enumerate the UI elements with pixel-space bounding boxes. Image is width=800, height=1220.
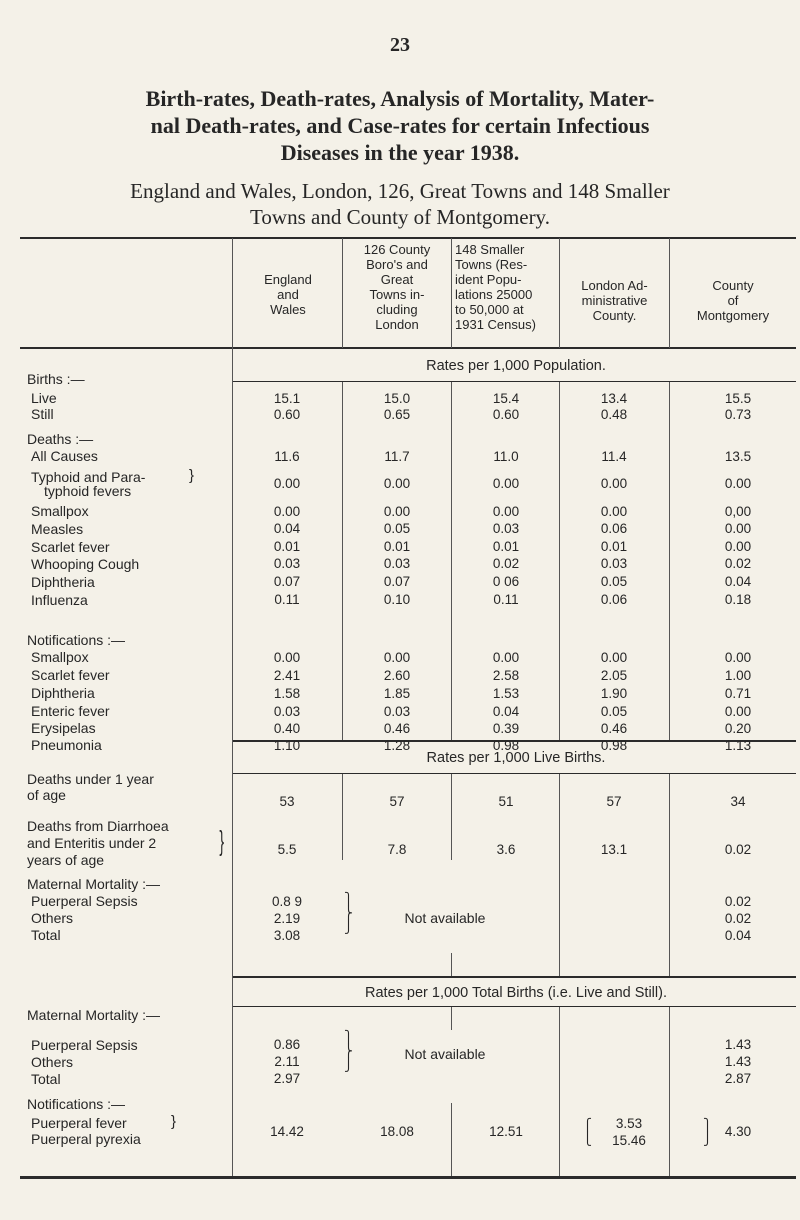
cell-typhoid-col-3: 0.00 xyxy=(492,476,520,491)
cell-pneumonia-col-4: 0.98 xyxy=(600,738,628,753)
row-label-others: Others xyxy=(31,910,74,926)
cell-others-1-col-5: 0.02 xyxy=(724,911,752,926)
cell-under1-col-3: 51 xyxy=(498,794,514,809)
cell-measles-col-4: 0.06 xyxy=(600,521,628,536)
cell-influenza-col-1: 0.11 xyxy=(274,592,300,607)
cell-all-causes-col-5: 13.5 xyxy=(724,449,752,464)
row-label-scarlet-notif: Scarlet fever xyxy=(31,667,110,683)
cell-puerperal-sepsis-1-col-5: 0.02 xyxy=(724,894,752,909)
cell-smallpox-n-col-5: 0.00 xyxy=(724,650,752,665)
row-label-typhoid-2: typhoid fevers xyxy=(44,483,132,499)
brace: ⎫ ⎬ ⎭ xyxy=(344,1030,353,1072)
not-available-note: Not available xyxy=(404,1046,486,1062)
row-label-measles: Measles xyxy=(31,521,84,537)
cell-whooping-col-3: 0.02 xyxy=(492,556,520,571)
cell-diphtheria-n-col-3: 1.53 xyxy=(492,686,520,701)
column-divider xyxy=(669,382,670,740)
cell-scarlet-d-col-2: 0.01 xyxy=(383,539,411,554)
cell-total-1-col-5: 0.04 xyxy=(724,928,752,943)
row-label-notifications-2: Notifications :— xyxy=(27,1096,126,1112)
row-label-births: Births :— xyxy=(27,371,85,387)
rule-below-header xyxy=(20,347,796,349)
cell-whooping-col-5: 0.02 xyxy=(724,556,752,571)
cell-enteric-col-2: 0.03 xyxy=(383,704,411,719)
row-label-all-causes: All Causes xyxy=(31,448,98,464)
cell-smallpox-n-col-2: 0.00 xyxy=(383,650,411,665)
cell-scarlet-d-col-1: 0.01 xyxy=(273,539,301,554)
row-label-influenza: Influenza xyxy=(31,592,88,608)
row-label-diarrhoea-3: years of age xyxy=(27,852,105,868)
cell-measles-col-2: 0.05 xyxy=(383,521,411,536)
cell-smallpox-n-col-3: 0.00 xyxy=(492,650,520,665)
cell-measles-col-3: 0.03 xyxy=(492,521,520,536)
cell-typhoid-col-5: 0.00 xyxy=(724,476,752,491)
cell-enteric-col-5: 0.00 xyxy=(724,704,752,719)
row-label-smallpox-notif: Smallpox xyxy=(31,649,89,665)
rule-bottom xyxy=(20,1176,796,1179)
cell-diphtheria-d-col-3: 0 06 xyxy=(492,574,520,589)
cell-diphtheria-d-col-2: 0.07 xyxy=(383,574,411,589)
row-label-maternal-2: Maternal Mortality :— xyxy=(27,1007,161,1023)
column-divider xyxy=(451,1007,452,1030)
row-label-pneumonia: Pneumonia xyxy=(31,737,102,753)
rule-top xyxy=(20,237,796,239)
cell-erysipelas-col-5: 0.20 xyxy=(724,721,752,736)
row-label-diphtheria-notif: Diphtheria xyxy=(31,685,95,701)
column-header-london: London Ad- ministrative County. xyxy=(581,278,648,323)
row-label-notifications: Notifications :— xyxy=(27,632,126,648)
row-label-typhoid: Typhoid and Para- xyxy=(31,469,146,485)
row-label-erysipelas: Erysipelas xyxy=(31,720,96,736)
brace: ⎧ ⎩ xyxy=(583,1118,592,1146)
row-label-total-2: Total xyxy=(31,1071,61,1087)
cell-smallpox-n-col-4: 0.00 xyxy=(600,650,628,665)
cell-diphtheria-d-col-5: 0.04 xyxy=(724,574,752,589)
cell-diarrhoea-col-4: 13.1 xyxy=(600,842,628,857)
cell-diphtheria-n-col-5: 0.71 xyxy=(724,686,752,701)
cell-all-causes-col-1: 11.6 xyxy=(274,449,300,464)
row-label-puerperal-sepsis: Puerperal Sepsis xyxy=(31,893,138,909)
cell-under1-col-1: 53 xyxy=(279,794,295,809)
column-header-montgomery: County of Montgomery xyxy=(696,278,770,323)
cell-puerperal-fever-col-1: 14.42 xyxy=(270,1124,304,1139)
title-line-3: Diseases in the year 1938. xyxy=(280,140,520,165)
cell-typhoid-col-2: 0.00 xyxy=(383,476,411,491)
section-heading-total-births: Rates per 1,000 Total Births (i.e. Live and Still). xyxy=(365,985,667,1001)
cell-diarrhoea-col-2: 7.8 xyxy=(387,842,407,857)
cell-total-2-col-5: 2.87 xyxy=(724,1071,752,1086)
cell-scarlet-n-col-2: 2.60 xyxy=(383,668,411,683)
rule-section-1 xyxy=(232,381,796,382)
cell-others-1-col-1: 2.19 xyxy=(273,911,301,926)
row-label-deaths: Deaths :— xyxy=(27,431,94,447)
cell-all-causes-col-3: 11.0 xyxy=(493,449,519,464)
cell-diphtheria-n-col-2: 1.85 xyxy=(383,686,411,701)
cell-under1-col-2: 57 xyxy=(389,794,405,809)
cell-still-col-5: 0.73 xyxy=(724,407,752,422)
cell-still-col-3: 0.60 xyxy=(492,407,520,422)
cell-total-1-col-1: 3.08 xyxy=(273,928,301,943)
cell-smallpox-d-col-5: 0,00 xyxy=(724,504,752,519)
row-label-under-1-2: of age xyxy=(27,787,66,803)
cell-puerperal-fever-col-3: 12.51 xyxy=(489,1124,523,1139)
cell-pneumonia-col-2: 1.28 xyxy=(383,738,411,753)
row-label-live: Live xyxy=(31,390,57,406)
cell-smallpox-d-col-3: 0.00 xyxy=(492,504,520,519)
cell-pneumonia-col-3: 0.98 xyxy=(492,738,520,753)
cell-typhoid-col-1: 0.00 xyxy=(273,476,301,491)
cell-scarlet-n-col-3: 2.58 xyxy=(492,668,520,683)
cell-erysipelas-col-4: 0.46 xyxy=(600,721,628,736)
title-line-1: Birth-rates, Death-rates, Analysis of Mortality, Mater- xyxy=(145,86,655,111)
cell-live-col-2: 15.0 xyxy=(383,391,411,406)
cell-enteric-col-4: 0.05 xyxy=(600,704,628,719)
rule-section-2 xyxy=(232,773,796,774)
column-divider xyxy=(451,953,452,976)
cell-scarlet-n-col-5: 1.00 xyxy=(724,668,752,683)
cell-still-col-4: 0.48 xyxy=(600,407,628,422)
subtitle-line-2: Towns and County of Montgomery. xyxy=(250,205,550,229)
row-label-puerperal-sepsis-2: Puerperal Sepsis xyxy=(31,1037,138,1053)
cell-measles-col-5: 0.00 xyxy=(724,521,752,536)
cell-diarrhoea-col-3: 3.6 xyxy=(496,842,516,857)
cell-all-causes-col-2: 11.7 xyxy=(384,449,410,464)
cell-erysipelas-col-1: 0.40 xyxy=(273,721,301,736)
cell-puerperal-sepsis-2-col-5: 1.43 xyxy=(724,1037,752,1052)
cell-influenza-col-4: 0.06 xyxy=(600,592,628,607)
row-label-still: Still xyxy=(31,406,54,422)
subtitle-line-1: England and Wales, London, 126, Great Towns and 148 Smaller xyxy=(130,179,670,203)
column-header-england-wales: England and Wales xyxy=(264,272,312,317)
cell-others-2-col-1: 2.11 xyxy=(274,1054,300,1069)
cell-scarlet-n-col-4: 2.05 xyxy=(600,668,628,683)
cell-enteric-col-3: 0.04 xyxy=(492,704,520,719)
cell-live-col-1: 15.1 xyxy=(273,391,301,406)
cell-diarrhoea-col-1: 5.5 xyxy=(277,842,297,857)
column-header-126-towns: 126 County Boro's and Great Towns in- cluding London xyxy=(363,242,431,332)
row-label-scarlet-deaths: Scarlet fever xyxy=(31,539,110,555)
column-divider xyxy=(669,774,670,976)
cell-others-2-col-5: 1.43 xyxy=(724,1054,752,1069)
column-header-148-towns: 148 Smaller Towns (Res- ident Popu- lations 25000 to 50,000 at 1931 Census) xyxy=(455,242,536,332)
brace: ⎫ ⎭ xyxy=(703,1118,712,1146)
cell-london-puerperal-pyrexia: 15.46 xyxy=(612,1133,646,1148)
cell-typhoid-col-4: 0.00 xyxy=(600,476,628,491)
row-label-maternal: Maternal Mortality :— xyxy=(27,876,161,892)
cell-scarlet-d-col-4: 0.01 xyxy=(600,539,628,554)
cell-smallpox-d-col-4: 0.00 xyxy=(600,504,628,519)
row-label-enteric: Enteric fever xyxy=(31,703,110,719)
row-label-diarrhoea-2: and Enteritis under 2 xyxy=(27,835,157,851)
cell-smallpox-d-col-1: 0.00 xyxy=(273,504,301,519)
cell-under1-col-5: 34 xyxy=(730,794,746,809)
row-label-puerperal-fever: Puerperal fever xyxy=(31,1115,127,1131)
cell-puerperal-sepsis-1-col-1: 0.8 9 xyxy=(271,894,303,909)
cell-scarlet-d-col-5: 0.00 xyxy=(724,539,752,554)
cell-enteric-col-1: 0.03 xyxy=(273,704,301,719)
section-heading-live-births: Rates per 1,000 Live Births. xyxy=(426,750,606,766)
cell-whooping-col-1: 0.03 xyxy=(273,556,301,571)
cell-puerperal-sepsis-2-col-1: 0.86 xyxy=(273,1037,301,1052)
row-label-whooping-cough: Whooping Cough xyxy=(31,556,140,572)
row-label-under-1: Deaths under 1 year xyxy=(27,771,154,787)
cell-london-puerperal-fever: 3.53 xyxy=(615,1116,643,1131)
cell-pneumonia-col-5: 1.13 xyxy=(724,738,752,753)
row-label-diphtheria-deaths: Diphtheria xyxy=(31,574,95,590)
brace: ⎫ ⎬ ⎭ xyxy=(344,892,353,934)
cell-smallpox-n-col-1: 0.00 xyxy=(273,650,301,665)
cell-still-col-2: 0.65 xyxy=(383,407,411,422)
row-label-puerperal-pyrexia: Puerperal pyrexia xyxy=(31,1131,141,1147)
cell-puerperal-fever-col-2: 18.08 xyxy=(380,1124,414,1139)
row-label-total: Total xyxy=(31,927,61,943)
cell-scarlet-n-col-1: 2.41 xyxy=(273,668,301,683)
brace: } xyxy=(171,1113,177,1130)
cell-puerperal-fever-col-5: 4.30 xyxy=(724,1124,752,1139)
cell-all-causes-col-4: 11.4 xyxy=(601,449,627,464)
section-heading-population: Rates per 1,000 Population. xyxy=(426,358,606,374)
cell-erysipelas-col-3: 0.39 xyxy=(492,721,520,736)
rule-section-3 xyxy=(232,1006,796,1007)
title-line-2: nal Death-rates, and Case-rates for certain Infectious xyxy=(150,113,650,138)
cell-under1-col-4: 57 xyxy=(606,794,622,809)
brace: } xyxy=(219,825,225,856)
rule-section-3-top xyxy=(232,976,796,978)
cell-smallpox-d-col-2: 0.00 xyxy=(383,504,411,519)
cell-pneumonia-col-1: 1.10 xyxy=(273,738,301,753)
cell-diphtheria-d-col-1: 0.07 xyxy=(273,574,301,589)
cell-still-col-1: 0.60 xyxy=(273,407,301,422)
cell-diphtheria-d-col-4: 0.05 xyxy=(600,574,628,589)
column-divider xyxy=(669,1007,670,1176)
cell-scarlet-d-col-3: 0.01 xyxy=(492,539,520,554)
not-available-note: Not available xyxy=(404,910,486,926)
cell-diarrhoea-col-5: 0.02 xyxy=(724,842,752,857)
cell-measles-col-1: 0.04 xyxy=(273,521,301,536)
row-label-diarrhoea: Deaths from Diarrhoea xyxy=(27,818,169,834)
row-label-others-2: Others xyxy=(31,1054,74,1070)
cell-whooping-col-4: 0.03 xyxy=(600,556,628,571)
column-divider xyxy=(342,238,343,348)
cell-influenza-col-5: 0.18 xyxy=(724,592,752,607)
cell-influenza-col-2: 0.10 xyxy=(383,592,411,607)
cell-live-col-4: 13.4 xyxy=(600,391,628,406)
column-divider xyxy=(559,1007,560,1176)
page-number: 23 xyxy=(390,34,410,56)
brace: } xyxy=(189,467,195,484)
cell-live-col-3: 15.4 xyxy=(492,391,520,406)
cell-total-2-col-1: 2.97 xyxy=(273,1071,301,1086)
cell-whooping-col-2: 0.03 xyxy=(383,556,411,571)
cell-diphtheria-n-col-4: 1.90 xyxy=(600,686,628,701)
cell-influenza-col-3: 0.11 xyxy=(493,592,519,607)
cell-erysipelas-col-2: 0.46 xyxy=(383,721,411,736)
cell-live-col-5: 15.5 xyxy=(724,391,752,406)
cell-diphtheria-n-col-1: 1.58 xyxy=(273,686,301,701)
row-label-smallpox-deaths: Smallpox xyxy=(31,503,89,519)
